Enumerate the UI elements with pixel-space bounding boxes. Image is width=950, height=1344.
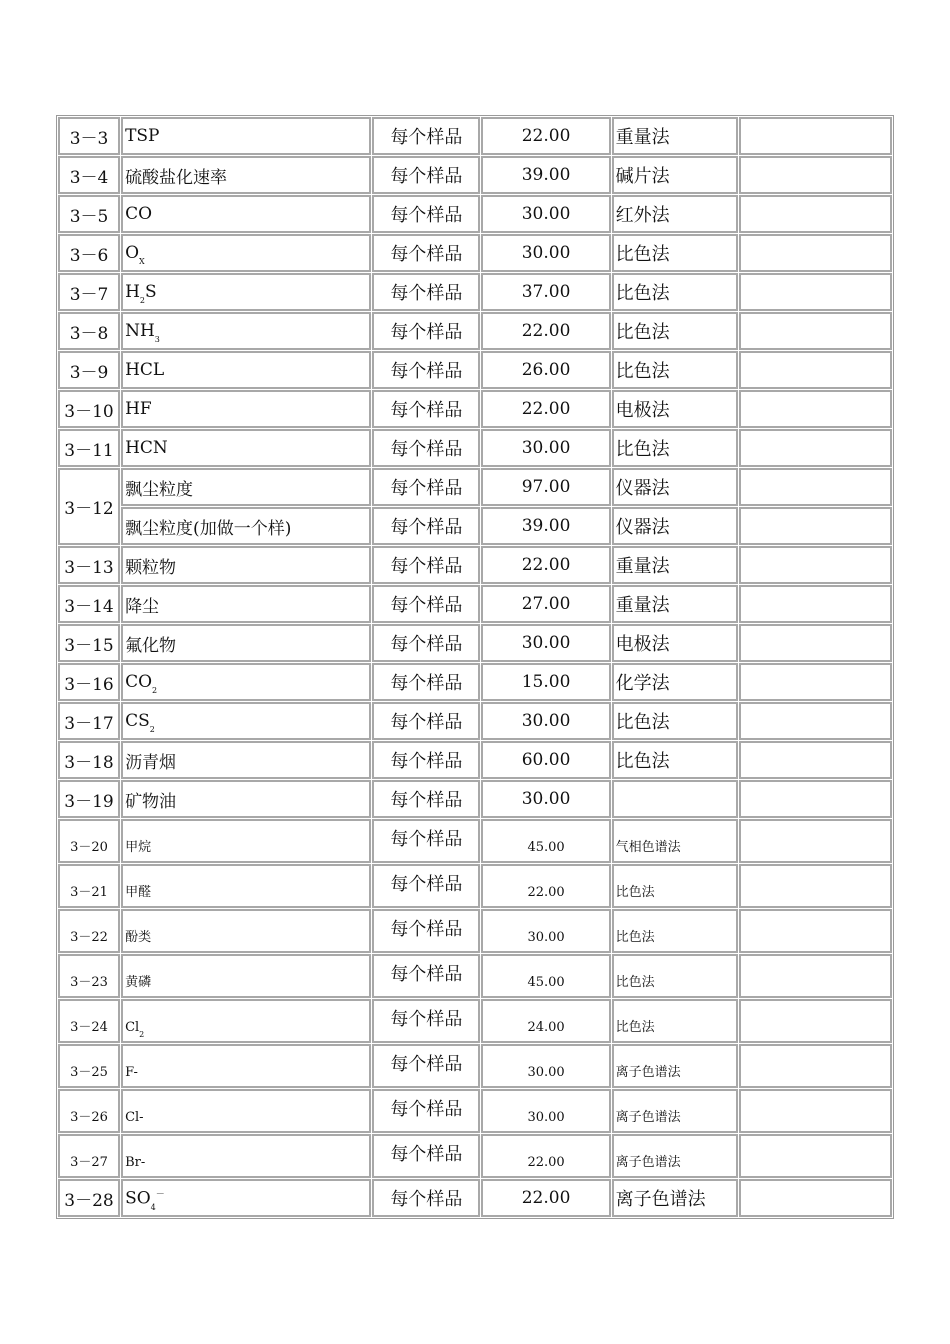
table-row bbox=[58, 909, 892, 953]
cell-unit: 每个样品 bbox=[372, 156, 480, 194]
cell-code: 3－27 bbox=[58, 1134, 120, 1178]
table-row bbox=[58, 390, 892, 428]
cell-code: 3－21 bbox=[58, 864, 120, 908]
item-text: O bbox=[125, 243, 139, 263]
cell-method: 比色法 bbox=[612, 741, 738, 779]
cell-item bbox=[121, 624, 371, 662]
cell-code: 3－12 bbox=[58, 468, 120, 545]
cell-item bbox=[121, 909, 371, 953]
cell-note bbox=[739, 999, 892, 1043]
cell-unit: 每个样品 bbox=[372, 585, 480, 623]
cell-unit: 每个样品 bbox=[372, 663, 480, 701]
cell-code: 3－23 bbox=[58, 954, 120, 998]
item-text: CO bbox=[125, 204, 153, 224]
cell-method: 重量法 bbox=[612, 546, 738, 584]
table-row bbox=[58, 429, 892, 467]
cell-note bbox=[739, 273, 892, 311]
cell-item bbox=[121, 429, 371, 467]
cell-price: 15.00 bbox=[481, 663, 610, 701]
cell-item bbox=[121, 1044, 371, 1088]
cell-code: 3－25 bbox=[58, 1044, 120, 1088]
item-text: 硫酸盐化速率 bbox=[125, 167, 228, 188]
cell-price: 30.00 bbox=[481, 1089, 610, 1133]
item-text: F- bbox=[125, 1065, 138, 1080]
cell-unit: 每个样品 bbox=[372, 909, 480, 953]
item-text: Cl bbox=[125, 1020, 140, 1035]
cell-unit: 每个样品 bbox=[372, 468, 480, 506]
cell-code: 3－26 bbox=[58, 1089, 120, 1133]
table-row bbox=[58, 999, 892, 1043]
cell-unit: 每个样品 bbox=[372, 273, 480, 311]
cell-item bbox=[121, 954, 371, 998]
cell-item bbox=[121, 819, 371, 863]
cell-method bbox=[612, 780, 738, 818]
item-text: 甲醛 bbox=[125, 885, 152, 900]
cell-unit: 每个样品 bbox=[372, 702, 480, 740]
item-text: 颗粒物 bbox=[125, 557, 177, 578]
table-row bbox=[58, 195, 892, 233]
item-superscript: － bbox=[155, 1190, 165, 1201]
cell-note bbox=[739, 351, 892, 389]
cell-price: 22.00 bbox=[481, 864, 610, 908]
cell-code: 3－11 bbox=[58, 429, 120, 467]
cell-note bbox=[739, 954, 892, 998]
cell-note bbox=[739, 1179, 892, 1217]
cell-price: 22.00 bbox=[481, 546, 610, 584]
cell-method: 碱片法 bbox=[612, 156, 738, 194]
cell-note bbox=[739, 312, 892, 350]
cell-code: 3－8 bbox=[58, 312, 120, 350]
cell-code: 3－16 bbox=[58, 663, 120, 701]
cell-unit: 每个样品 bbox=[372, 390, 480, 428]
cell-note bbox=[739, 663, 892, 701]
table-body bbox=[58, 117, 892, 1217]
cell-note bbox=[739, 864, 892, 908]
cell-code: 3－9 bbox=[58, 351, 120, 389]
cell-code: 3－18 bbox=[58, 741, 120, 779]
cell-item bbox=[121, 312, 371, 350]
table-row bbox=[58, 864, 892, 908]
cell-price: 30.00 bbox=[481, 702, 610, 740]
cell-unit: 每个样品 bbox=[372, 819, 480, 863]
table-row bbox=[58, 1179, 892, 1217]
table-row bbox=[58, 780, 892, 818]
item-text: 飘尘粒度(加做一个样) bbox=[125, 518, 292, 539]
cell-price: 27.00 bbox=[481, 585, 610, 623]
cell-note bbox=[739, 585, 892, 623]
cell-code: 3－3 bbox=[58, 117, 120, 155]
cell-unit: 每个样品 bbox=[372, 507, 480, 545]
cell-method: 重量法 bbox=[612, 585, 738, 623]
cell-item bbox=[121, 156, 371, 194]
cell-code: 3－24 bbox=[58, 999, 120, 1043]
cell-unit: 每个样品 bbox=[372, 1089, 480, 1133]
cell-method: 比色法 bbox=[612, 864, 738, 908]
cell-method: 比色法 bbox=[612, 312, 738, 350]
cell-method: 电极法 bbox=[612, 390, 738, 428]
cell-method: 比色法 bbox=[612, 702, 738, 740]
item-subscript: 2 bbox=[149, 725, 155, 734]
cell-method: 比色法 bbox=[612, 999, 738, 1043]
item-subscript: X bbox=[139, 257, 145, 266]
table-row bbox=[58, 954, 892, 998]
cell-method: 红外法 bbox=[612, 195, 738, 233]
cell-unit: 每个样品 bbox=[372, 429, 480, 467]
cell-unit: 每个样品 bbox=[372, 999, 480, 1043]
cell-note bbox=[739, 117, 892, 155]
cell-method: 气相色谱法 bbox=[612, 819, 738, 863]
cell-unit: 每个样品 bbox=[372, 624, 480, 662]
cell-item bbox=[121, 351, 371, 389]
cell-code: 3－5 bbox=[58, 195, 120, 233]
cell-price: 22.00 bbox=[481, 390, 610, 428]
cell-code: 3－19 bbox=[58, 780, 120, 818]
cell-price: 39.00 bbox=[481, 156, 610, 194]
table-row bbox=[58, 663, 892, 701]
cell-unit: 每个样品 bbox=[372, 1134, 480, 1178]
cell-price: 37.00 bbox=[481, 273, 610, 311]
cell-method: 比色法 bbox=[612, 273, 738, 311]
cell-unit: 每个样品 bbox=[372, 954, 480, 998]
item-text: 矿物油 bbox=[125, 791, 177, 812]
cell-note bbox=[739, 741, 892, 779]
cell-code: 3－14 bbox=[58, 585, 120, 623]
cell-unit: 每个样品 bbox=[372, 1179, 480, 1217]
cell-note bbox=[739, 507, 892, 545]
item-text: HCL bbox=[125, 360, 165, 380]
cell-price: 24.00 bbox=[481, 999, 610, 1043]
cell-item bbox=[121, 585, 371, 623]
cell-price: 30.00 bbox=[481, 429, 610, 467]
cell-item bbox=[121, 663, 371, 701]
cell-note bbox=[739, 819, 892, 863]
cell-unit: 每个样品 bbox=[372, 741, 480, 779]
cell-price: 22.00 bbox=[481, 1134, 610, 1178]
cell-note bbox=[739, 429, 892, 467]
cell-item bbox=[121, 468, 371, 506]
cell-unit: 每个样品 bbox=[372, 117, 480, 155]
cell-price: 45.00 bbox=[481, 819, 610, 863]
table-row bbox=[58, 273, 892, 311]
cell-unit: 每个样品 bbox=[372, 780, 480, 818]
item-text: H bbox=[125, 282, 140, 302]
cell-note bbox=[739, 468, 892, 506]
item-text: HF bbox=[125, 399, 152, 419]
cell-code: 3－4 bbox=[58, 156, 120, 194]
item-text-after: S bbox=[144, 282, 157, 302]
cell-unit: 每个样品 bbox=[372, 195, 480, 233]
cell-method: 比色法 bbox=[612, 351, 738, 389]
cell-code: 3－22 bbox=[58, 909, 120, 953]
cell-method: 仪器法 bbox=[612, 507, 738, 545]
cell-method: 离子色谱法 bbox=[612, 1134, 738, 1178]
table-row bbox=[58, 156, 892, 194]
cell-note bbox=[739, 1044, 892, 1088]
cell-item bbox=[121, 507, 371, 545]
table-row bbox=[58, 546, 892, 584]
table-row bbox=[58, 1134, 892, 1178]
cell-price: 22.00 bbox=[481, 1179, 610, 1217]
cell-note bbox=[739, 624, 892, 662]
item-text: CO bbox=[125, 672, 153, 692]
cell-price: 30.00 bbox=[481, 909, 610, 953]
table-row bbox=[58, 585, 892, 623]
item-text: 甲烷 bbox=[125, 840, 152, 855]
cell-price: 30.00 bbox=[481, 1044, 610, 1088]
item-subscript: 2 bbox=[139, 1030, 145, 1039]
item-text: HCN bbox=[125, 438, 168, 458]
cell-method: 化学法 bbox=[612, 663, 738, 701]
cell-price: 30.00 bbox=[481, 624, 610, 662]
cell-item bbox=[121, 195, 371, 233]
cell-code: 3－28 bbox=[58, 1179, 120, 1217]
cell-note bbox=[739, 1089, 892, 1133]
table-row bbox=[58, 702, 892, 740]
table-row bbox=[58, 234, 892, 272]
cell-price: 45.00 bbox=[481, 954, 610, 998]
cell-method: 比色法 bbox=[612, 234, 738, 272]
cell-item bbox=[121, 273, 371, 311]
item-text: Br- bbox=[125, 1155, 146, 1170]
item-text: Cl- bbox=[125, 1110, 144, 1125]
item-text: TSP bbox=[125, 126, 160, 146]
cell-method: 电极法 bbox=[612, 624, 738, 662]
cell-item bbox=[121, 1134, 371, 1178]
cell-method: 重量法 bbox=[612, 117, 738, 155]
cell-code: 3－15 bbox=[58, 624, 120, 662]
cell-item bbox=[121, 117, 371, 155]
cell-item bbox=[121, 234, 371, 272]
cell-note bbox=[739, 234, 892, 272]
cell-price: 22.00 bbox=[481, 312, 610, 350]
cell-method: 离子色谱法 bbox=[612, 1179, 738, 1217]
cell-price: 97.00 bbox=[481, 468, 610, 506]
cell-price: 26.00 bbox=[481, 351, 610, 389]
cell-method: 比色法 bbox=[612, 954, 738, 998]
cell-unit: 每个样品 bbox=[372, 351, 480, 389]
item-text: NH bbox=[125, 321, 155, 341]
table-row bbox=[58, 1089, 892, 1133]
table-row bbox=[58, 468, 892, 506]
table-row bbox=[58, 117, 892, 155]
item-subscript: 2 bbox=[152, 686, 158, 695]
cell-note bbox=[739, 780, 892, 818]
cell-price: 22.00 bbox=[481, 117, 610, 155]
table-row bbox=[58, 507, 892, 545]
cell-unit: 每个样品 bbox=[372, 234, 480, 272]
cell-method: 离子色谱法 bbox=[612, 1044, 738, 1088]
cell-item bbox=[121, 741, 371, 779]
cell-price: 30.00 bbox=[481, 195, 610, 233]
item-text: SO bbox=[125, 1188, 151, 1209]
cell-note bbox=[739, 390, 892, 428]
cell-method: 离子色谱法 bbox=[612, 1089, 738, 1133]
item-subscript: 2 bbox=[139, 296, 145, 305]
cell-item bbox=[121, 390, 371, 428]
cell-method: 比色法 bbox=[612, 909, 738, 953]
cell-item bbox=[121, 1179, 371, 1217]
cell-code: 3－17 bbox=[58, 702, 120, 740]
cell-item bbox=[121, 702, 371, 740]
cell-note bbox=[739, 546, 892, 584]
item-text: 沥青烟 bbox=[125, 752, 177, 773]
cell-note bbox=[739, 195, 892, 233]
cell-code: 3－20 bbox=[58, 819, 120, 863]
cell-unit: 每个样品 bbox=[372, 1044, 480, 1088]
cell-note bbox=[739, 156, 892, 194]
cell-unit: 每个样品 bbox=[372, 312, 480, 350]
cell-item bbox=[121, 999, 371, 1043]
item-text: 飘尘粒度 bbox=[125, 479, 194, 500]
cell-item bbox=[121, 1089, 371, 1133]
cell-code: 3－13 bbox=[58, 546, 120, 584]
table-row bbox=[58, 624, 892, 662]
cell-method: 仪器法 bbox=[612, 468, 738, 506]
table-row bbox=[58, 741, 892, 779]
item-subscript: 4 bbox=[150, 1202, 156, 1212]
cell-price: 39.00 bbox=[481, 507, 610, 545]
item-text: CS bbox=[125, 711, 150, 731]
fee-table-container bbox=[56, 115, 894, 1219]
item-subscript: 3 bbox=[154, 335, 160, 344]
cell-method: 比色法 bbox=[612, 429, 738, 467]
cell-note bbox=[739, 702, 892, 740]
item-text: 酚类 bbox=[125, 930, 152, 945]
table-row bbox=[58, 819, 892, 863]
item-text: 黄磷 bbox=[125, 975, 152, 990]
fee-table bbox=[56, 115, 894, 1219]
cell-item bbox=[121, 546, 371, 584]
table-row bbox=[58, 1044, 892, 1088]
cell-price: 30.00 bbox=[481, 780, 610, 818]
cell-code: 3－10 bbox=[58, 390, 120, 428]
item-text: 氟化物 bbox=[125, 635, 177, 656]
cell-code: 3－6 bbox=[58, 234, 120, 272]
cell-item bbox=[121, 780, 371, 818]
cell-code: 3－7 bbox=[58, 273, 120, 311]
cell-price: 60.00 bbox=[481, 741, 610, 779]
cell-item bbox=[121, 864, 371, 908]
cell-unit: 每个样品 bbox=[372, 864, 480, 908]
cell-unit: 每个样品 bbox=[372, 546, 480, 584]
item-text: 降尘 bbox=[125, 596, 160, 617]
cell-note bbox=[739, 909, 892, 953]
table-row bbox=[58, 351, 892, 389]
cell-price: 30.00 bbox=[481, 234, 610, 272]
table-row bbox=[58, 312, 892, 350]
cell-note bbox=[739, 1134, 892, 1178]
